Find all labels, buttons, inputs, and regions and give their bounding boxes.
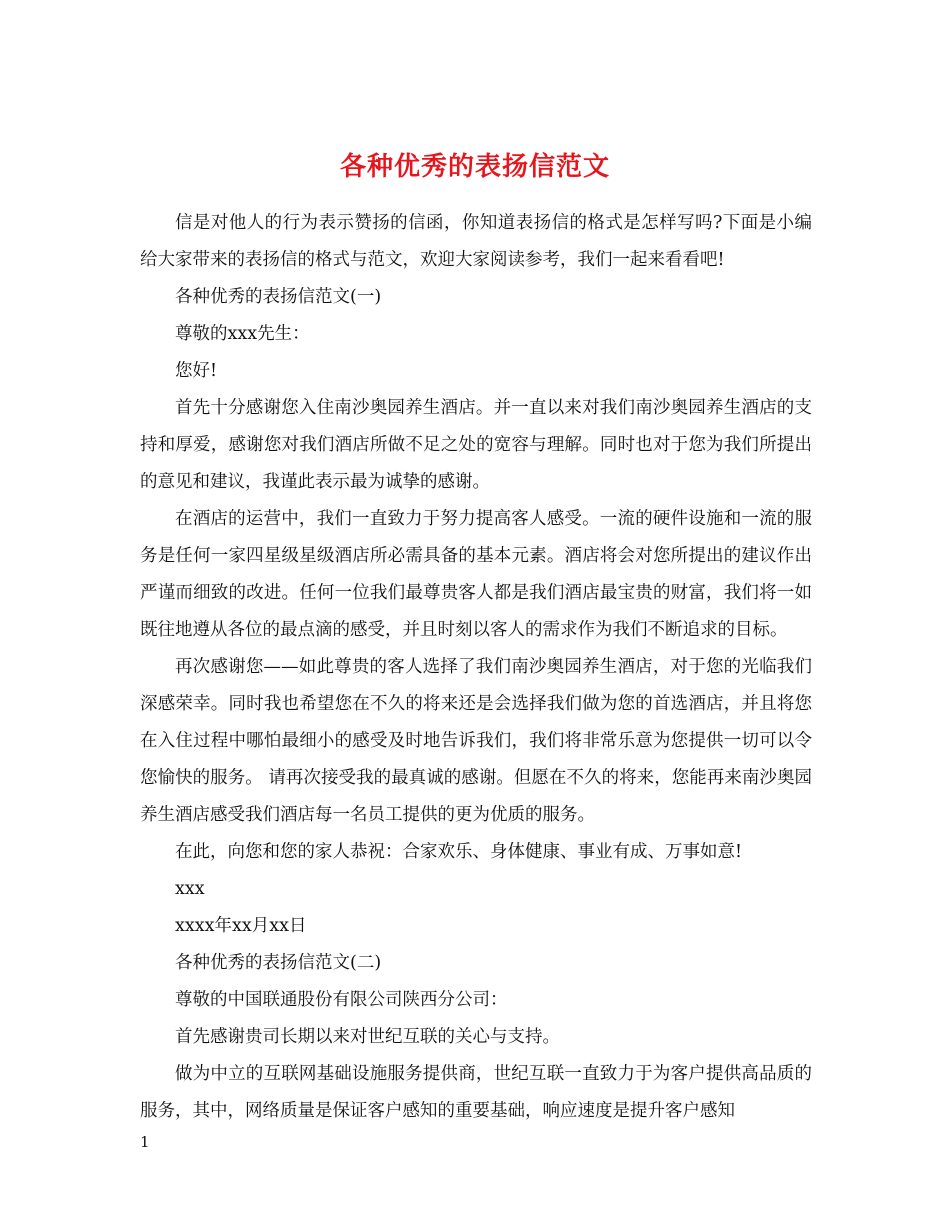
closing-wishes: 在此，向您和您的家人恭祝：合家欢乐、身体健康、事业有成、万事如意! (175, 842, 743, 862)
body-paragraph: 首先十分感谢您入住南沙奥园养生酒店。并一直以来对我们南沙奥园养生酒店的支持和厚爱，感谢您对我们酒店所做不足之处的宽容与理解。同时也对于您为我们所提出的意见和建议，我谨此表示最为诚挚的感谢。 (140, 398, 812, 492)
signature: xxx (175, 879, 205, 899)
date-line: xxxx年xx月xx日 (175, 916, 307, 936)
salutation: 尊敬的xxx先生： (175, 324, 310, 344)
salutation: 尊敬的中国联通股份有限公司陕西分公司： (175, 990, 508, 1010)
section-heading-one: 各种优秀的表扬信范文(一) (175, 287, 382, 307)
page-number: 1 (140, 1133, 150, 1151)
body-paragraph: 做为中立的互联网基础设施服务提供商，世纪互联一直致力于为客户提供高品质的服务，其中，网络质量是保证客户感知的重要基础，响应速度是提升客户感知 (140, 1064, 812, 1121)
document-body (140, 205, 812, 1130)
greeting: 您好! (175, 361, 218, 381)
body-paragraph: 首先感谢贵司长期以来对世纪互联的关心与支持。 (175, 1027, 560, 1047)
body-paragraph: 在酒店的运营中，我们一直致力于努力提高客人感受。一流的硬件设施和一流的服务是任何一家四星级星级酒店所必需具备的基本元素。酒店将会对您所提出的建议作出严谨而细致的改进。任何一位我们最尊贵客人都是我们酒店最宝贵的财富，我们将一如既往地遵从各位的最点滴的感受，并且时刻以客人的需求作为我们不断追求的目标。 (140, 509, 812, 640)
body-paragraph: 再次感谢您——如此尊贵的客人选择了我们南沙奥园养生酒店，对于您的光临我们深感荣幸。同时我也希望您在不久的将来还是会选择我们做为您的首选酒店，并且将您在入住过程中哪怕最细小的感受及时地告诉我们，我们将非常乐意为您提供一切可以令您愉快的服务。 请再次接受我的最真诚的感谢。但愿在不久的将来，您能再来南沙奥园养生酒店感受我们酒店每一名员工提供的更为优质的服务。 (140, 657, 812, 825)
document-title: 各种优秀的表扬信范文 (339, 152, 610, 183)
section-heading-two: 各种优秀的表扬信范文(二) (175, 953, 382, 973)
intro-paragraph: 信是对他人的行为表示赞扬的信函，你知道表扬信的格式是怎样写吗?下面是小编给大家带来的表扬信的格式与范文，欢迎大家阅读参考，我们一起来看看吧! (140, 213, 812, 270)
